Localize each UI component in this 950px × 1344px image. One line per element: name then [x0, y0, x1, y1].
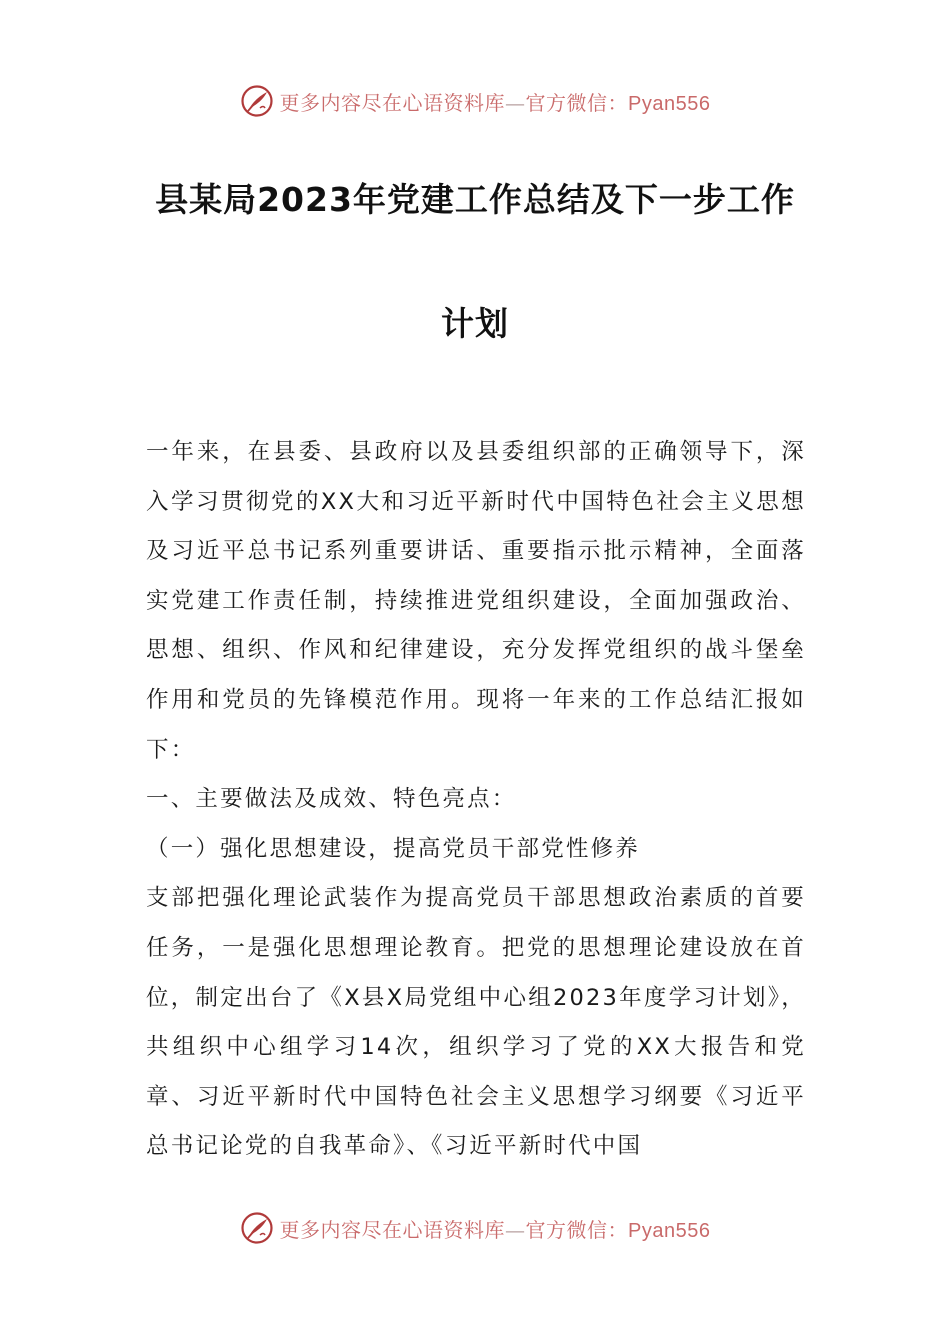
quill-logo-icon	[240, 1211, 274, 1245]
document-body	[146, 428, 806, 1172]
subsection-heading: （一）强化思想建设，提高党员干部党性修养	[146, 835, 641, 862]
body-paragraph: 支部把强化理论武装作为提高党员干部思想政治素质的首要任务，一是强化思想理论教育。把党的思想理论建设放在首位，制定出台了《X县X局党组中心组2023年度学习计划》，共组织中心组学习14次，组织学习了党的XX大报告和党章、习近平新时代中国特色社会主义思想学习纲要《习近平总书记论党的自我革命》、《习近平新时代中国	[146, 885, 806, 1160]
watermark-text: 更多内容尽在心语资料库—官方微信：Pyan556	[279, 90, 711, 115]
document-title-line-2: 计划	[441, 304, 509, 343]
watermark-footer	[0, 1211, 950, 1245]
document-title-line-1: 县某局2023年党建工作总结及下一步工作	[155, 180, 795, 219]
quill-logo-icon	[240, 84, 274, 118]
intro-paragraph: 一年来，在县委、县政府以及县委组织部的正确领导下，深入学习贯彻党的XX大和习近平新时代中国特色社会主义思想及习近平总书记系列重要讲话、重要指示批示精神，全面落实党建工作责任制，持续推进党组织建设，全面加强政治、思想、组织、作风和纪律建设，充分发挥党组织的战斗堡垒作用和党员的先锋模范作用。现将一年来的工作总结汇报如下：	[146, 439, 806, 763]
watermark-text: 更多内容尽在心语资料库—官方微信：Pyan556	[279, 1217, 711, 1242]
watermark-header	[0, 84, 950, 118]
section-heading: 一、主要做法及成效、特色亮点：	[146, 786, 517, 813]
